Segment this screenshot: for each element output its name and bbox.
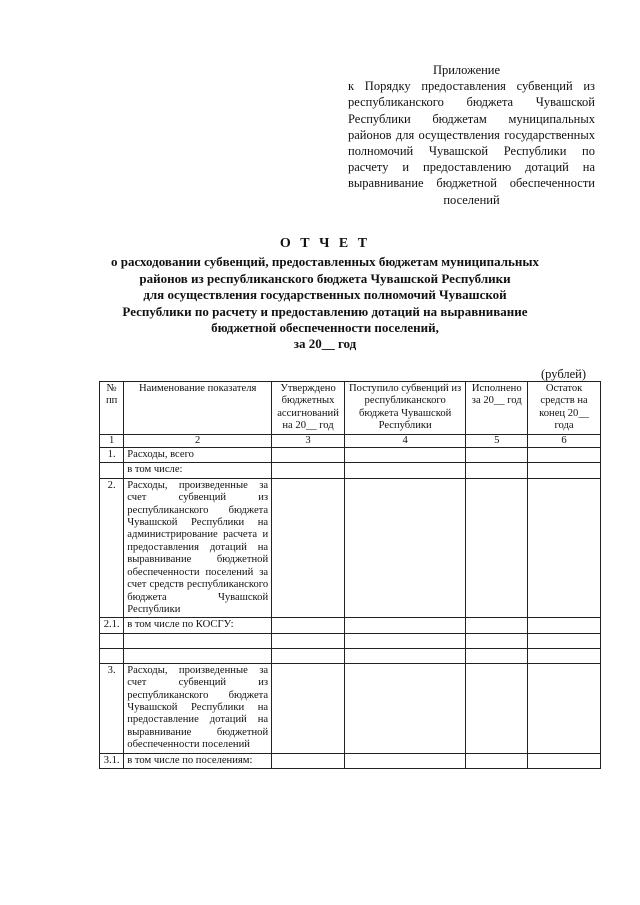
value-cell xyxy=(344,618,465,633)
row-number: 3. xyxy=(100,663,124,753)
value-cell xyxy=(466,448,528,463)
header-row xyxy=(100,382,601,435)
table-row xyxy=(100,478,601,617)
table-row xyxy=(100,633,601,648)
value-cell xyxy=(272,633,345,648)
table-row xyxy=(100,463,601,478)
value-cell xyxy=(344,448,465,463)
header-cell-number: № пп xyxy=(100,382,124,435)
value-cell xyxy=(466,618,528,633)
report-heading: О Т Ч Е Т xyxy=(279,236,371,251)
table-row xyxy=(100,753,601,768)
table-row xyxy=(100,448,601,463)
row-name: в том числе: xyxy=(124,463,272,478)
table-row xyxy=(100,663,601,753)
table-row xyxy=(100,618,601,633)
value-cell xyxy=(528,648,601,663)
value-cell xyxy=(466,633,528,648)
value-cell xyxy=(272,618,345,633)
row-number xyxy=(100,463,124,478)
value-cell xyxy=(272,663,345,753)
value-cell xyxy=(272,448,345,463)
value-cell xyxy=(528,753,601,768)
row-name: в том числе по КОСГУ: xyxy=(124,618,272,633)
value-cell xyxy=(466,478,528,617)
appendix-title: Приложение xyxy=(432,63,501,77)
report-title-line: бюджетной обеспеченности поселений, xyxy=(211,320,439,336)
row-number: 2. xyxy=(100,478,124,617)
column-index: 1 xyxy=(100,434,124,447)
report-table xyxy=(99,381,601,769)
column-index: 6 xyxy=(528,434,601,447)
report-title-line: Республики по расчету и предоставлению дотаций на выравнивание xyxy=(122,303,528,319)
value-cell xyxy=(344,463,465,478)
column-index: 4 xyxy=(344,434,465,447)
header-cell-name: Наименование показателя xyxy=(124,382,272,435)
value-cell xyxy=(344,753,465,768)
value-cell xyxy=(344,633,465,648)
value-cell xyxy=(272,648,345,663)
header-cell-balance: Остаток средств на конец 20__ года xyxy=(528,382,601,435)
value-cell xyxy=(466,463,528,478)
value-cell xyxy=(528,663,601,753)
table-row xyxy=(100,648,601,663)
header-cell-executed: Исполнено за 20__ год xyxy=(466,382,528,435)
row-name: Расходы, всего xyxy=(124,448,272,463)
report-title-line: о расходовании субвенций, предоставленных бюджетам муниципальных xyxy=(110,254,540,270)
column-index-row xyxy=(100,434,601,447)
value-cell xyxy=(528,633,601,648)
header-cell-approved: Утверждено бюджетных ассигнований на 20__ год xyxy=(272,382,345,435)
row-name xyxy=(124,633,272,648)
table-body xyxy=(100,448,601,769)
row-name: Расходы, произведенные за счет субвенций из республиканского бюджета Чувашской Республики на администрирование расчета и предоставления дотаций на выравнивание бюджетной обеспеченности поселений за счет средств республиканского бюджета Чувашской Республики xyxy=(124,478,272,617)
units-label: (рублей) xyxy=(541,367,587,381)
value-cell xyxy=(272,478,345,617)
value-cell xyxy=(466,648,528,663)
report-period: за 20__ год xyxy=(293,336,357,352)
value-cell xyxy=(466,663,528,753)
appendix-text: к Порядку предоставления субвенций из республиканского бюджета Чувашской Республики бюджетам муниципальных районов для осуществления государственных полномочий Чувашской Республики по расчету и предоставлению дотаций на выравнивание бюджетной обеспеченности поселений xyxy=(348,79,595,207)
row-name: Расходы, произведенные за счет субвенций из республиканского бюджета Чувашской Республики на предоставление дотаций на выравнивание бюджетной обеспеченности поселений xyxy=(124,663,272,753)
value-cell xyxy=(344,648,465,663)
report-title-line: для осуществления государственных полномочий Чувашской xyxy=(143,287,507,303)
row-number: 3.1. xyxy=(100,753,124,768)
value-cell xyxy=(466,753,528,768)
report-title-line: районов из республиканского бюджета Чувашской Республики xyxy=(139,270,511,286)
value-cell xyxy=(528,618,601,633)
value-cell xyxy=(528,478,601,617)
value-cell xyxy=(528,463,601,478)
row-name xyxy=(124,648,272,663)
column-index: 3 xyxy=(272,434,345,447)
row-name: в том числе по поселениям: xyxy=(124,753,272,768)
header-cell-received: Поступило субвенций из республиканского бюджета Чувашской Республики xyxy=(344,382,465,435)
report-title-block xyxy=(90,236,560,353)
value-cell xyxy=(344,663,465,753)
column-index: 2 xyxy=(124,434,272,447)
row-number xyxy=(100,633,124,648)
row-number: 1. xyxy=(100,448,124,463)
row-number: 2.1. xyxy=(100,618,124,633)
value-cell xyxy=(528,448,601,463)
value-cell xyxy=(272,463,345,478)
row-number xyxy=(100,648,124,663)
value-cell xyxy=(272,753,345,768)
value-cell xyxy=(344,478,465,617)
appendix-block xyxy=(348,62,595,208)
column-index: 5 xyxy=(466,434,528,447)
